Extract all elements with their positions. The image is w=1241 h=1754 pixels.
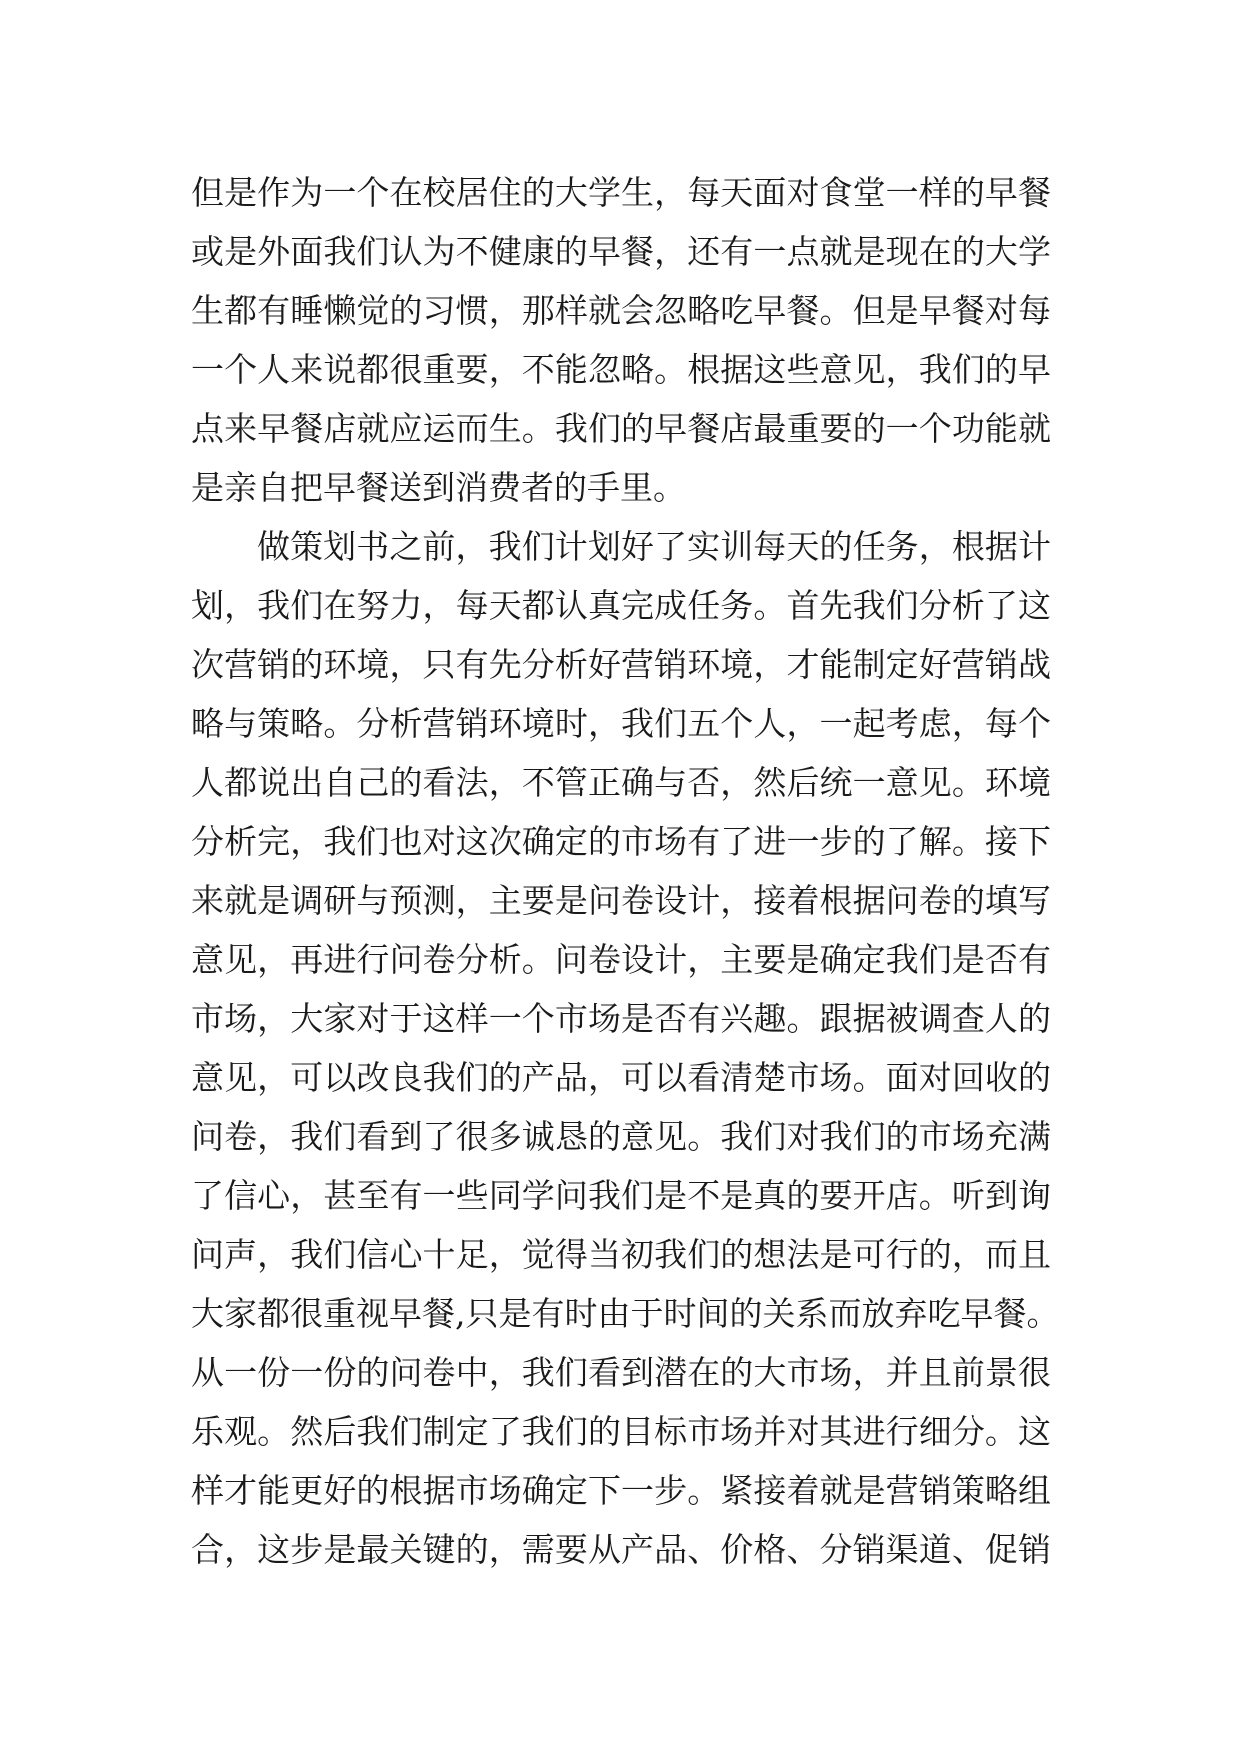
paragraph-line: 问声，我们信心十足，觉得当初我们的想法是可行的，而且 bbox=[191, 1235, 1051, 1274]
paragraph-line: 来就是调研与预测，主要是问卷设计，接着根据问卷的填写 bbox=[191, 881, 1051, 920]
paragraph-line: 分析完，我们也对这次确定的市场有了进一步的了解。接下 bbox=[191, 822, 1051, 861]
paragraph-line: 略与策略。分析营销环境时，我们五个人，一起考虑，每个 bbox=[191, 704, 1051, 743]
paragraph-line: 人都说出自己的看法，不管正确与否，然后统一意见。环境 bbox=[191, 763, 1051, 802]
paragraph-line: 生都有睡懒觉的习惯，那样就会忽略吃早餐。但是早餐对每 bbox=[191, 291, 1051, 330]
paragraph-line: 乐观。然后我们制定了我们的目标市场并对其进行细分。这 bbox=[191, 1412, 1051, 1451]
paragraph-line: 大家都很重视早餐,只是有时由于时间的关系而放弃吃早餐。 bbox=[191, 1294, 1060, 1333]
paragraph-line: 样才能更好的根据市场确定下一步。紧接着就是营销策略组 bbox=[191, 1471, 1051, 1510]
paragraph-1 bbox=[191, 163, 1051, 517]
paragraph-line: 了信心，甚至有一些同学问我们是不是真的要开店。听到询 bbox=[191, 1176, 1051, 1215]
paragraph-line: 问卷，我们看到了很多诚恳的意见。我们对我们的市场充满 bbox=[191, 1117, 1051, 1156]
paragraph-line: 合，这步是最关键的，需要从产品、价格、分销渠道、促销 bbox=[191, 1530, 1051, 1569]
paragraph-2 bbox=[191, 517, 1060, 1579]
paragraph-line: 意见，再进行问卷分析。问卷设计，主要是确定我们是否有 bbox=[191, 940, 1051, 979]
paragraph-line: 但是作为一个在校居住的大学生，每天面对食堂一样的早餐 bbox=[191, 173, 1051, 212]
paragraph-line: 一个人来说都很重要，不能忽略。根据这些意见，我们的早 bbox=[191, 350, 1051, 389]
body-text bbox=[191, 163, 1060, 1579]
paragraph-line: 从一份一份的问卷中，我们看到潜在的大市场，并且前景很 bbox=[191, 1353, 1051, 1392]
paragraph-line: 做策划书之前，我们计划好了实训每天的任务，根据计 bbox=[257, 527, 1051, 566]
paragraph-line: 意见，可以改良我们的产品，可以看清楚市场。面对回收的 bbox=[191, 1058, 1051, 1097]
paragraph-line: 或是外面我们认为不健康的早餐，还有一点就是现在的大学 bbox=[191, 232, 1051, 271]
paragraph-line: 点来早餐店就应运而生。我们的早餐店最重要的一个功能就 bbox=[191, 409, 1051, 448]
paragraph-line: 是亲自把早餐送到消费者的手里。 bbox=[191, 468, 686, 507]
paragraph-line: 市场，大家对于这样一个市场是否有兴趣。跟据被调查人的 bbox=[191, 999, 1051, 1038]
paragraph-line: 次营销的环境，只有先分析好营销环境，才能制定好营销战 bbox=[191, 645, 1051, 684]
paragraph-line: 划，我们在努力，每天都认真完成任务。首先我们分析了这 bbox=[191, 586, 1051, 625]
